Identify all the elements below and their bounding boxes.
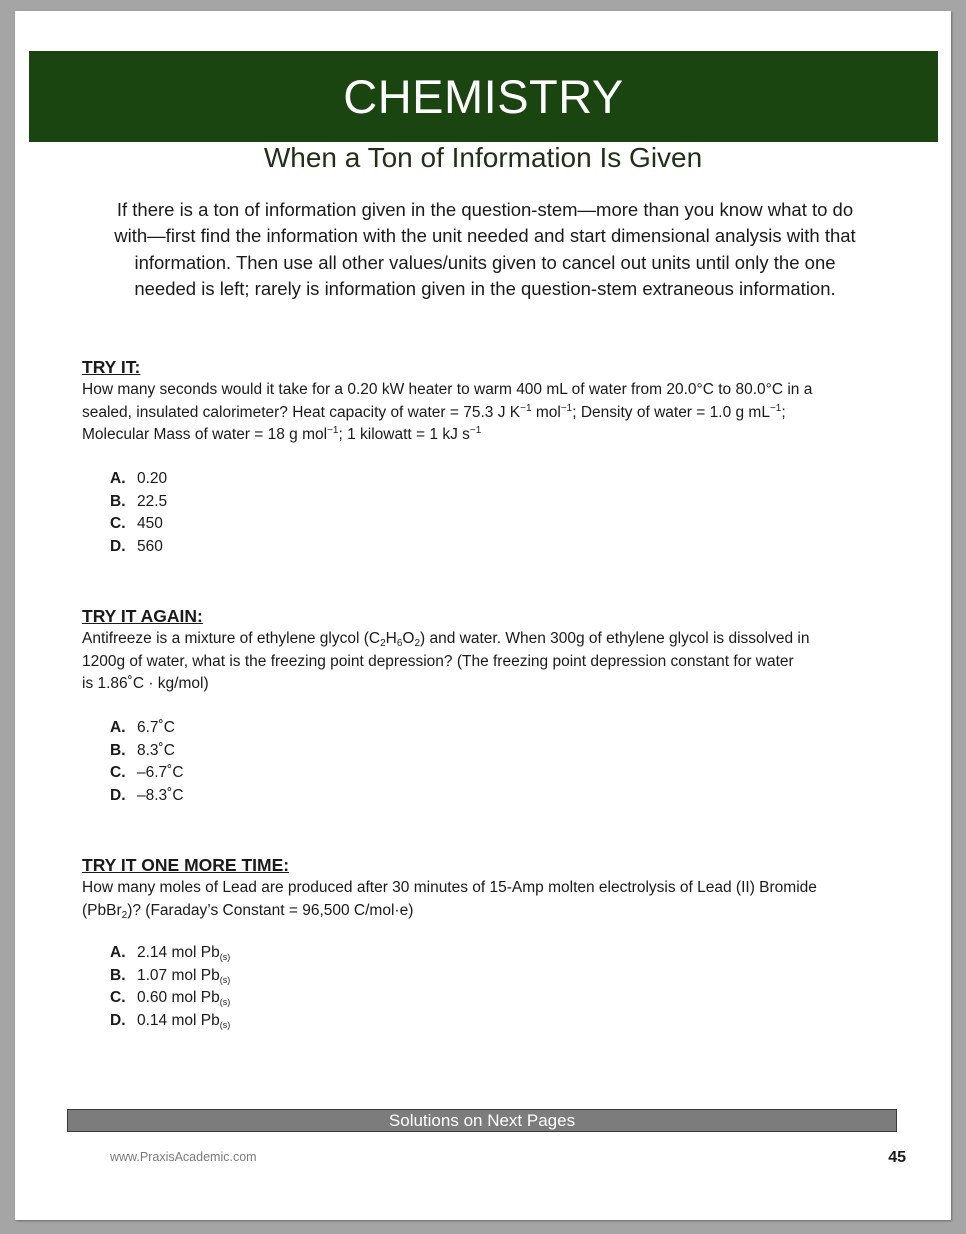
option-letter: A. — [110, 944, 126, 961]
option-b — [110, 740, 184, 763]
question-2-text — [82, 628, 892, 696]
option-b — [110, 491, 167, 514]
text-run: ) and water. When 300g of ethylene glycol is dissolved in — [420, 630, 810, 647]
question-line: How many seconds would it take for a 0.20 kW heater to warm 400 mL of water from 20.0°C to 80.0°C in a — [82, 381, 813, 398]
option-text — [137, 965, 230, 988]
text-run: 2.14 mol Pb — [137, 944, 220, 961]
question-line — [82, 402, 892, 425]
text-run: ; — [781, 403, 786, 421]
superscript: −1 — [469, 425, 482, 436]
text-run: mol — [531, 403, 561, 421]
subscript: 2 — [121, 909, 128, 921]
text-run: H — [385, 630, 397, 647]
option-text: 8.3˚C — [137, 741, 175, 759]
text-run: O — [402, 630, 415, 647]
question-line: 1200g of water, what is the freezing point depression? (The freezing point depression constant for water — [82, 652, 794, 670]
question-1 — [82, 355, 892, 555]
website-url: www.PraxisAcademic.com — [110, 1150, 257, 1164]
option-text: 6.7˚C — [137, 719, 175, 736]
option-letter: D. — [110, 1011, 126, 1029]
intro-line: needed is left; rarely is information given in the question-stem extraneous information. — [134, 277, 836, 299]
text-run: ; 1 kilowatt = 1 kJ s — [338, 426, 470, 443]
question-line: is 1.86˚C · kg/mol) — [82, 675, 209, 692]
option-b — [110, 965, 230, 988]
option-c — [110, 513, 167, 536]
option-c — [110, 987, 230, 1010]
option-letter: B. — [110, 492, 126, 510]
question-line — [82, 900, 892, 923]
option-d — [110, 785, 184, 808]
question-1-heading: TRY IT: — [82, 357, 141, 377]
option-letter: B. — [110, 966, 126, 984]
document-page — [15, 11, 951, 1220]
option-text: 22.5 — [137, 492, 168, 510]
page-subtitle: When a Ton of Information Is Given — [263, 142, 703, 173]
option-letter: C. — [110, 989, 126, 1006]
text-run: Molecular Mass of water = 18 g mol — [82, 426, 328, 443]
subscript: 2 — [414, 638, 421, 649]
option-d — [110, 536, 167, 559]
option-a — [110, 468, 167, 491]
superscript: −1 — [327, 425, 339, 436]
subscript: (s) — [219, 974, 231, 985]
subscript: 2 — [380, 638, 386, 649]
solutions-banner: Solutions on Next Pages — [67, 1109, 897, 1132]
option-c — [110, 762, 184, 785]
question-2 — [82, 604, 892, 804]
question-3-text — [82, 877, 892, 922]
option-d — [110, 1010, 230, 1033]
banner-title: CHEMISTRY — [343, 70, 624, 123]
option-text: –6.7˚C — [137, 764, 184, 781]
option-text: –8.3˚C — [137, 786, 184, 804]
intro-paragraph — [85, 197, 885, 302]
superscript: −1 — [769, 402, 782, 414]
question-3 — [82, 853, 892, 1030]
superscript: −1 — [520, 402, 532, 414]
subscript: (s) — [219, 1019, 231, 1030]
text-run: (PbBr — [82, 901, 122, 919]
superscript: −1 — [560, 402, 573, 414]
question-line — [82, 424, 892, 447]
question-1-options — [110, 468, 167, 558]
option-letter: A. — [110, 719, 126, 736]
question-2-options — [110, 717, 184, 807]
option-a — [110, 942, 230, 965]
text-run: 0.60 mol Pb — [137, 989, 220, 1006]
option-letter: C. — [110, 515, 126, 532]
intro-line: information. Then use all other values/units given to cancel out units until only the one — [134, 251, 836, 273]
option-letter: D. — [110, 537, 126, 555]
text-run: sealed, insulated calorimeter? Heat capacity of water = 75.3 J K — [82, 403, 521, 421]
subscript: 6 — [396, 638, 403, 649]
option-letter: D. — [110, 786, 126, 804]
option-letter: C. — [110, 764, 126, 781]
subscript: (s) — [219, 952, 231, 962]
option-text: 450 — [137, 515, 163, 532]
question-line: How many moles of Lead are produced after 30 minutes of 15-Amp molten electrolysis of Lead (II) Bromide — [82, 879, 817, 896]
option-text: 0.20 — [137, 470, 168, 487]
option-text — [137, 987, 230, 1010]
question-3-options — [110, 942, 230, 1032]
question-line — [82, 628, 892, 651]
option-letter: A. — [110, 470, 126, 487]
option-a — [110, 717, 184, 740]
option-text — [137, 942, 230, 965]
intro-line: with—first find the information with the unit needed and start dimensional analysis with that — [114, 225, 856, 247]
option-text: 560 — [137, 537, 163, 555]
question-2-heading: TRY IT AGAIN: — [82, 606, 203, 626]
page-banner — [29, 51, 938, 142]
text-run: )? (Faraday’s Constant = 96,500 C/mol·e) — [127, 901, 414, 919]
subscript: (s) — [219, 997, 231, 1007]
text-run: 0.14 mol Pb — [137, 1011, 220, 1029]
intro-line: If there is a ton of information given in the question-stem—more than you know what to do — [116, 199, 854, 220]
text-run: Antifreeze is a mixture of ethylene glycol (C — [82, 630, 381, 647]
question-1-text — [82, 379, 892, 447]
question-3-heading: TRY IT ONE MORE TIME: — [82, 855, 290, 875]
option-letter: B. — [110, 741, 126, 759]
option-text — [137, 1010, 230, 1033]
text-run: 1.07 mol Pb — [137, 966, 220, 984]
text-run: ; Density of water = 1.0 g mL — [572, 403, 770, 421]
page-number: 45 — [888, 1149, 906, 1166]
